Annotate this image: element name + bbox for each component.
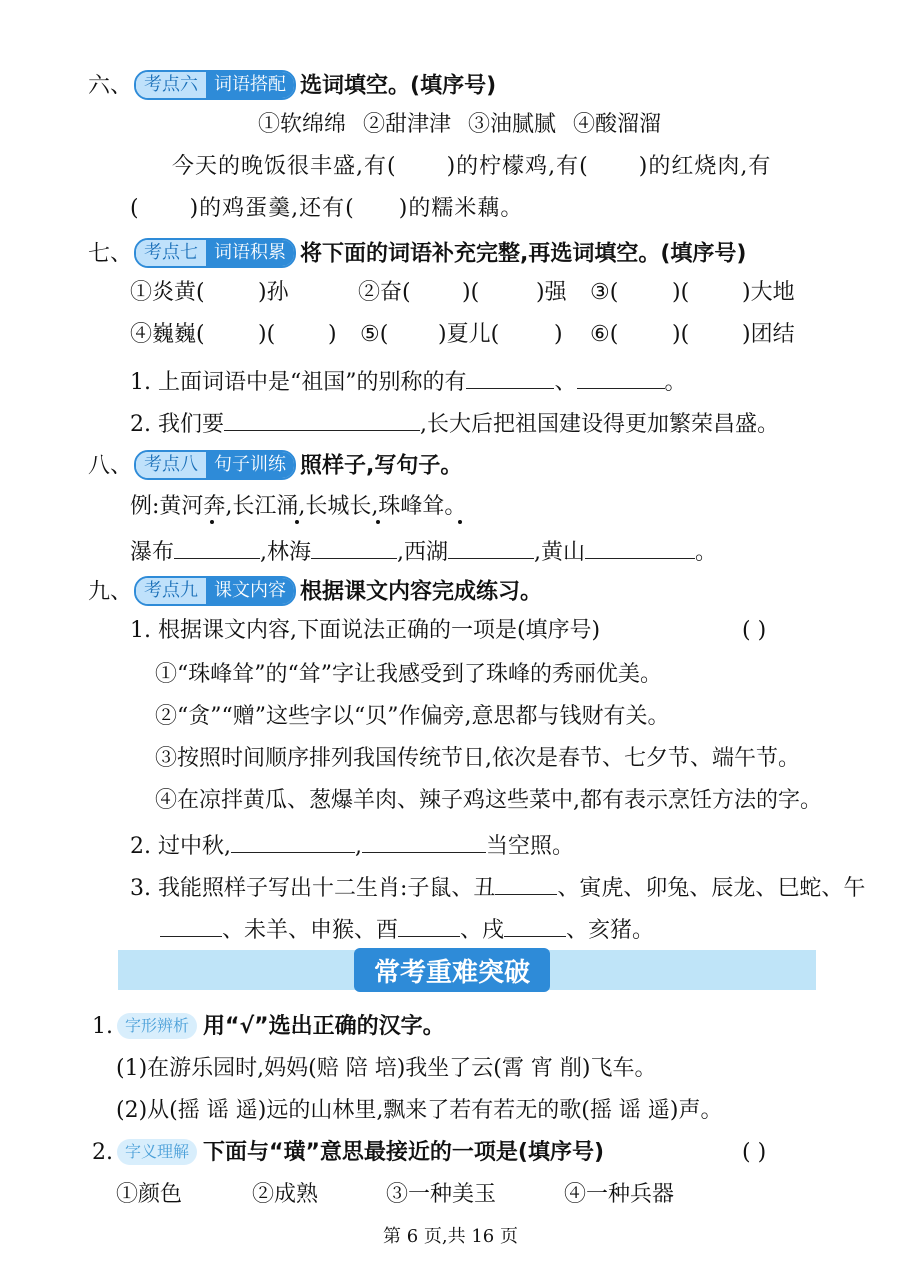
emphasis-dot <box>210 520 214 524</box>
q9-option-4: ④在凉拌黄瓜、葱爆羊肉、辣子鸡这些菜中,都有表示烹饪方法的字。 <box>155 788 822 813</box>
q9-sub3-line2: 、未羊、申猴、酉 、戌 、亥猪。 <box>160 912 654 946</box>
q9-sub3-blank-4[interactable] <box>504 912 566 937</box>
q7-word-1b: )孙 <box>258 280 289 305</box>
q9-option-1: ①“珠峰耸”的“耸”字让我感受到了珠峰的秀丽优美。 <box>155 662 662 687</box>
q8-heading <box>88 450 462 483</box>
q6-heading <box>88 70 496 103</box>
q7-word-2c: )强 <box>536 280 567 305</box>
p2-instruction: 下面与“璜”意思最接近的一项是(填序号) <box>203 1140 605 1165</box>
p1-instruction: 用“√”选出正确的汉字。 <box>203 1014 445 1039</box>
p2-option-3: ③一种美玉 <box>386 1182 497 1207</box>
q6-number: 六、 <box>88 73 133 99</box>
q8-number: 八、 <box>88 453 133 479</box>
q7-word-5b: )夏儿( <box>438 322 500 347</box>
q7-word-3a: ③( <box>590 280 619 305</box>
q9-tag-label: 考点九 <box>136 578 206 604</box>
q9-instruction: 根据课文内容完成练习。 <box>300 579 543 605</box>
q7-word-3b: )( <box>672 280 690 305</box>
q7-sub1: 1. 上面词语中是“祖国”的别称的有 、 。 <box>130 364 687 398</box>
q7-instruction: 将下面的词语补充完整,再选词填空。(填序号) <box>300 241 747 267</box>
q7-sub2-blank[interactable] <box>224 406 420 431</box>
q7-tag <box>134 238 296 268</box>
p2-answer-paren[interactable]: ( ) <box>742 1140 767 1165</box>
p2-option-1: ①颜色 <box>116 1182 183 1207</box>
q7-word-3c: )大地 <box>742 280 795 305</box>
q9-sub3-blank-2[interactable] <box>160 912 222 937</box>
q7-word-4a: ④巍巍( <box>130 322 205 347</box>
emphasis-dot <box>458 520 462 524</box>
q9-tag-topic: 课文内容 <box>206 578 294 604</box>
q8-blank-1[interactable] <box>174 534 260 559</box>
emphasis-dot <box>295 520 299 524</box>
q7-word-6b: )( <box>672 322 690 347</box>
p1-heading <box>92 1012 445 1042</box>
emphasis-dot <box>376 520 380 524</box>
q7-sub1-blank-1[interactable] <box>466 364 554 389</box>
q7-tag-topic: 词语积累 <box>206 240 294 266</box>
q8-blank-2[interactable] <box>311 534 397 559</box>
q9-tag <box>134 576 296 606</box>
q7-heading <box>88 238 746 271</box>
q8-blank-4[interactable] <box>585 534 695 559</box>
q7-word-2b: )( <box>462 280 480 305</box>
p2-option-2: ②成熟 <box>252 1182 319 1207</box>
page-footer: 第 6 页,共 16 页 <box>383 1226 518 1247</box>
q7-number: 七、 <box>88 241 133 267</box>
q7-word-4b: )( <box>258 322 276 347</box>
q9-sub3-blank-1[interactable] <box>495 870 557 895</box>
q6-tag <box>134 70 296 100</box>
p1-line-1: (1)在游乐园时,妈妈(赔 陪 培)我坐了云(霄 宵 削)飞车。 <box>116 1056 657 1081</box>
q7-word-1a: ①炎黄( <box>130 280 205 305</box>
q8-fill-line: 瀑布 ,林海 ,西湖 ,黄山 。 <box>130 534 717 568</box>
p2-heading <box>92 1138 604 1168</box>
q8-tag-label: 考点八 <box>136 452 206 478</box>
q8-instruction: 照样子,写句子。 <box>300 453 463 479</box>
q8-tag <box>134 450 296 480</box>
q6-sentence-line1: 今天的晚饭很丰盛,有( )的柠檬鸡,有( )的红烧肉,有 <box>172 154 772 179</box>
q7-word-6a: ⑥( <box>590 322 619 347</box>
q7-word-5c: ) <box>554 322 563 347</box>
q9-sub2-blank-1[interactable] <box>231 828 355 853</box>
section-banner-title: 常考重难突破 <box>354 948 550 992</box>
q7-word-6c: )团结 <box>742 322 795 347</box>
q7-sub2: 2. 我们要 ,长大后把祖国建设得更加繁荣昌盛。 <box>130 406 779 440</box>
q6-tag-label: 考点六 <box>136 72 206 98</box>
p1-line-2: (2)从(摇 谣 遥)远的山林里,飘来了若有若无的歌(摇 谣 遥)声。 <box>116 1098 723 1123</box>
p2-tag: 字义理解 <box>117 1139 197 1165</box>
q9-sub1-answer-paren[interactable]: ( ) <box>742 618 767 643</box>
q7-sub1-blank-2[interactable] <box>577 364 665 389</box>
q9-number: 九、 <box>88 579 133 605</box>
q8-tag-topic: 句子训练 <box>206 452 294 478</box>
q7-word-2a: ②奋( <box>358 280 411 305</box>
q8-blank-3[interactable] <box>448 534 534 559</box>
q9-option-3: ③按照时间顺序排列我国传统节日,依次是春节、七夕节、端午节。 <box>155 746 800 771</box>
q9-option-2: ②“贪”“赠”这些字以“贝”作偏旁,意思都与钱财有关。 <box>155 704 670 729</box>
q9-sub1: 1. 根据课文内容,下面说法正确的一项是(填序号) <box>130 618 601 643</box>
q7-tag-label: 考点七 <box>136 240 206 266</box>
q7-word-5a: ⑤( <box>360 322 389 347</box>
p2-number: 2. <box>92 1140 113 1165</box>
q7-word-4c: ) <box>328 322 337 347</box>
q6-sentence-line2: ( )的鸡蛋羹,还有( )的糯米藕。 <box>130 196 524 221</box>
q6-options: ①软绵绵 ②甜津津 ③油腻腻 ④酸溜溜 <box>258 112 661 137</box>
q9-sub2-blank-2[interactable] <box>362 828 486 853</box>
q9-heading <box>88 576 542 609</box>
q9-sub3-blank-3[interactable] <box>398 912 460 937</box>
q6-tag-topic: 词语搭配 <box>206 72 294 98</box>
q9-sub3-line1: 3. 我能照样子写出十二生肖:子鼠、丑 、寅虎、卯兔、辰龙、巳蛇、午 <box>130 870 865 904</box>
q8-example: 例:黄河奔,长江涌,长城长,珠峰耸。 <box>130 494 467 519</box>
q6-instruction: 选词填空。(填序号) <box>300 73 497 99</box>
q9-sub2: 2. 过中秋, , 当空照。 <box>130 828 574 862</box>
p2-option-4: ④一种兵器 <box>564 1182 675 1207</box>
p1-number: 1. <box>92 1014 113 1039</box>
p1-tag: 字形辨析 <box>117 1013 197 1039</box>
